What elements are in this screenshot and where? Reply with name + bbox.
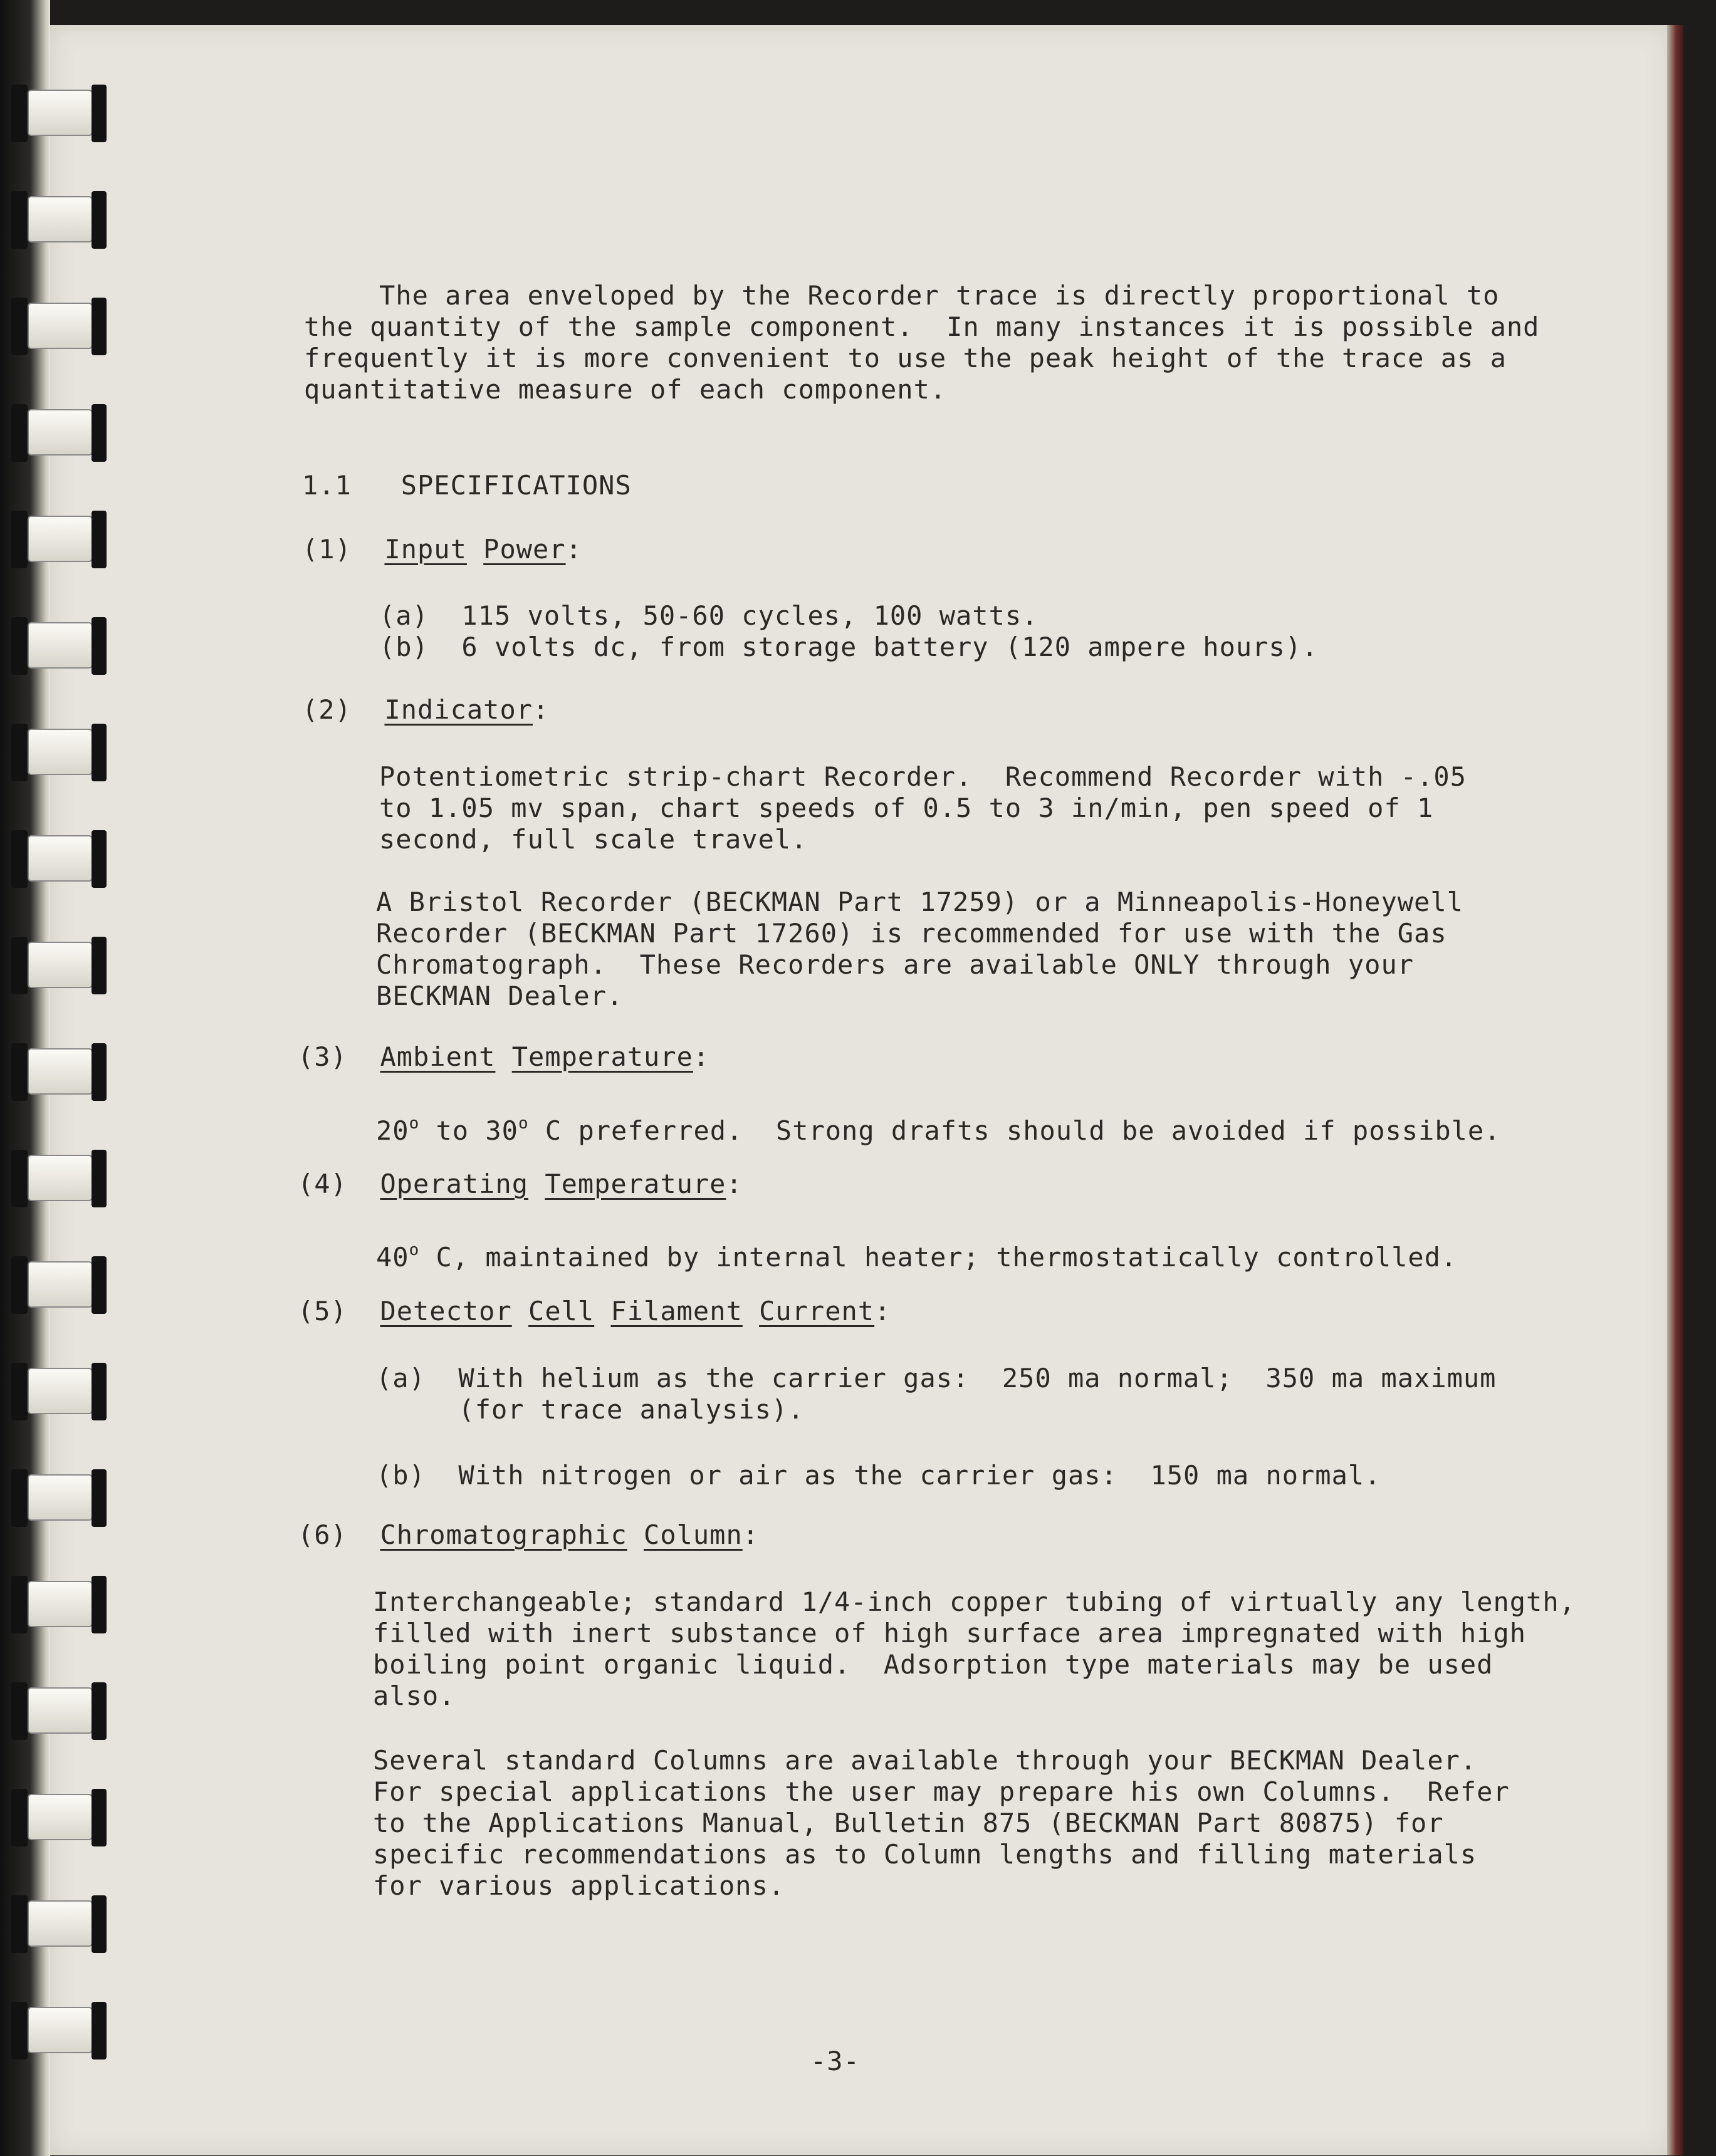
binding-ring	[11, 1150, 105, 1207]
text-line: Chromatograph. These Recorders are available ONLY through your	[376, 949, 1415, 980]
text-line: Recorder (BECKMAN Part 17260) is recommended for use with the Gas	[376, 918, 1447, 949]
binding-ring	[11, 511, 105, 568]
spec-item-b: (b) 6 volts dc, from storage battery (120 ampere hours).	[379, 632, 1319, 662]
section-number: 1.1	[302, 470, 352, 501]
spec-item-a: (a) With helium as the carrier gas: 250 ma normal; 350 ma maximum	[376, 1363, 1497, 1393]
colon: :	[565, 534, 582, 565]
value: 40	[376, 1242, 409, 1273]
text-line: Potentiometric strip-chart Recorder. Recommend Recorder with -.05	[379, 761, 1467, 792]
binding-ring	[11, 2002, 105, 2060]
spec-item-a-continued: (for trace analysis).	[376, 1394, 805, 1425]
spec-heading-column	[298, 1519, 759, 1551]
binding-ring	[11, 1576, 105, 1633]
binding-ring	[11, 191, 105, 249]
text-line: boiling point organic liquid. Adsorption type materials may be used	[373, 1649, 1494, 1680]
spec-heading-indicator	[302, 694, 549, 726]
colon: :	[693, 1041, 710, 1072]
text-line: also.	[373, 1680, 456, 1711]
section-title: SPECIFICATIONS	[400, 470, 632, 501]
spec-number: (4)	[298, 1169, 347, 1199]
spec-number: (2)	[302, 694, 352, 725]
text-line: specific recommendations as to Column lengths and filling materials	[373, 1839, 1477, 1870]
text-line: For special applications the user may prepare his own Columns. Refer	[373, 1776, 1510, 1807]
spec-number: (1)	[302, 534, 352, 565]
spec-item-a: (a) 115 volts, 50-60 cycles, 100 watts.	[379, 600, 1038, 631]
binding-ring	[11, 1682, 105, 1740]
degree-mark: o	[409, 1241, 420, 1259]
binding-ring	[11, 298, 105, 355]
spec-heading-ambient-temperature	[298, 1041, 709, 1073]
spec-number: (5)	[298, 1296, 347, 1326]
text-line: A Bristol Recorder (BECKMAN Part 17259) or a Minneapolis-Honeywell	[376, 887, 1463, 917]
colon: :	[726, 1169, 743, 1199]
binding-ring	[11, 404, 105, 462]
text-line: to 1.05 mv span, chart speeds of 0.5 to 3 in/min, pen speed of 1	[379, 793, 1434, 823]
value: to 30	[419, 1115, 518, 1146]
spec-title-word: Column	[644, 1519, 743, 1550]
colon: :	[874, 1296, 891, 1326]
ambient-temperature-text	[376, 1108, 1501, 1147]
spec-heading-operating-temperature	[298, 1169, 743, 1200]
text-line: Interchangeable; standard 1/4-inch copper tubing of virtually any length,	[373, 1586, 1576, 1617]
degree-mark: o	[518, 1114, 529, 1133]
spec-title-word: Chromatographic	[380, 1519, 627, 1550]
spec-title-word: Detector	[380, 1296, 512, 1326]
binding-ring	[11, 1256, 105, 1314]
text-line: to the Applications Manual, Bulletin 875 (BECKMAN Part 80875) for	[373, 1808, 1444, 1838]
spec-title-word: Current	[759, 1296, 875, 1326]
colon: :	[742, 1519, 760, 1550]
spec-title-word: Temperature	[545, 1169, 726, 1199]
spec-number: (3)	[298, 1041, 347, 1072]
text-line: filled with inert substance of high surface area impregnated with high	[373, 1618, 1527, 1648]
colon: :	[533, 694, 550, 725]
spec-title-word: Operating	[380, 1169, 529, 1199]
spec-heading-input-power	[302, 534, 582, 565]
operating-temperature-text	[376, 1234, 1457, 1273]
binding-ring	[11, 937, 105, 994]
spec-item-b: (b) With nitrogen or air as the carrier gas: 150 ma normal.	[376, 1460, 1381, 1491]
spec-title-word: Filament	[610, 1296, 743, 1326]
spec-heading-filament-current	[298, 1296, 891, 1327]
binding-ring	[11, 1363, 105, 1420]
spec-title-word: Power	[483, 534, 566, 565]
text-line: quantitative measure of each component.	[304, 374, 947, 405]
spec-title-word: Cell	[528, 1296, 595, 1326]
text-line: the quantity of the sample component. In many instances it is possible and	[304, 311, 1540, 342]
page-number: -3-	[810, 2046, 860, 2076]
value: 20	[376, 1115, 409, 1146]
degree-mark: o	[409, 1114, 420, 1133]
binding-ring	[11, 1895, 105, 1953]
text-line: The area enveloped by the Recorder trace is directly proportional to	[379, 280, 1500, 311]
page-edge	[1667, 25, 1683, 2155]
binding-ring	[11, 1789, 105, 1846]
binding-ring	[11, 617, 105, 675]
binding-ring	[11, 724, 105, 781]
binding-ring	[11, 1469, 105, 1527]
text-line: second, full scale travel.	[379, 824, 808, 855]
text-line: for various applications.	[373, 1870, 785, 1901]
text-line: Several standard Columns are available through your BECKMAN Dealer.	[373, 1745, 1477, 1776]
text-line: BECKMAN Dealer.	[376, 981, 624, 1011]
binding-ring	[11, 1043, 105, 1101]
spec-title-word: Ambient	[380, 1041, 496, 1072]
value: C preferred. Strong drafts should be avoided if possible.	[528, 1115, 1501, 1146]
section-heading	[302, 470, 632, 501]
value: C, maintained by internal heater; thermostatically controlled.	[419, 1242, 1458, 1273]
spec-title-word: Indicator	[384, 694, 533, 725]
binding-ring	[11, 85, 105, 142]
text-line: frequently it is more convenient to use the peak height of the trace as a	[304, 343, 1507, 373]
spec-title-word: Temperature	[511, 1041, 693, 1072]
spec-title-word: Input	[384, 534, 467, 565]
binding-ring	[11, 830, 105, 888]
spec-number: (6)	[298, 1519, 347, 1550]
